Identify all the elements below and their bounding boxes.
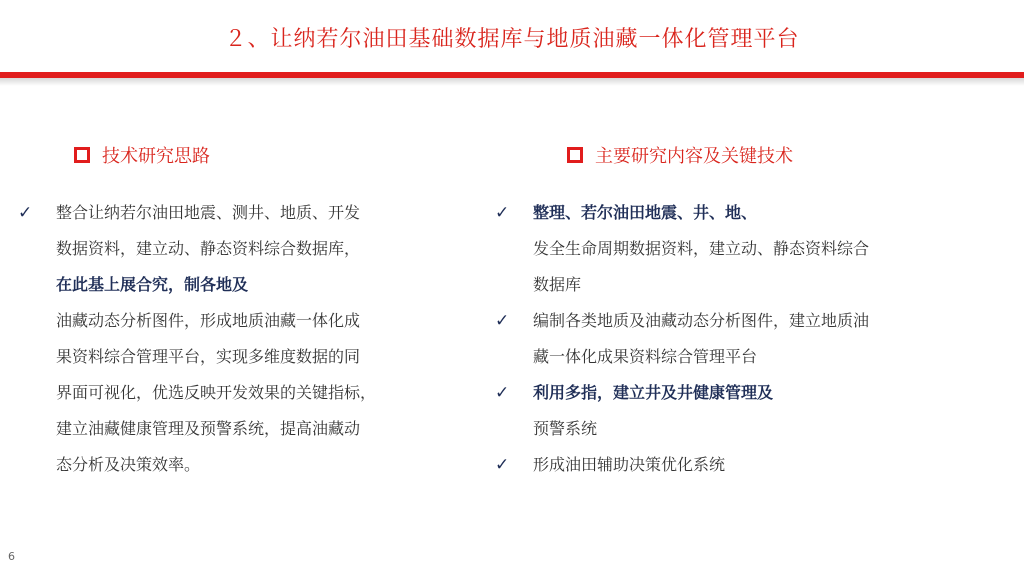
right-heading-text: 主要研究内容及关键技术: [595, 146, 793, 167]
text-line: [533, 235, 869, 271]
left-content-column: [18, 199, 377, 487]
line-text: 形成油田辅助决策优化系统: [533, 455, 726, 474]
text-line: [56, 415, 376, 451]
text-line: [56, 451, 376, 487]
checkmark-icon: ✓: [495, 455, 510, 475]
right-section-heading: [567, 142, 793, 168]
line-text: 整理、若尔油田地震、井、地、: [533, 203, 758, 222]
checkmark-icon: ✓: [18, 203, 33, 223]
checkmark-icon: ✓: [495, 383, 510, 403]
text-line: [495, 379, 869, 415]
checkmark-icon: ✓: [495, 311, 510, 331]
line-text: 果资料综合管理平台，实现多维度数据的同: [56, 347, 361, 366]
text-line: [56, 343, 376, 379]
text-line: [533, 271, 869, 307]
line-text: 数据资料，建立动、静态资料综合数据库，: [56, 239, 361, 258]
checkmark-icon: ✓: [495, 203, 510, 223]
page-title: ２、让纳若尔油田基础数据库与地质油藏一体化管理平台: [224, 27, 800, 52]
text-line: [56, 235, 376, 271]
text-line: [495, 307, 870, 343]
line-text: 预警系统: [533, 419, 598, 438]
page-number: 6: [8, 550, 15, 563]
line-text: 编制各类地质及油藏动态分析图件，建立地质油: [533, 311, 870, 330]
line-text: 利用多指，建立井及井健康管理及: [533, 383, 774, 402]
text-line: [495, 199, 869, 235]
line-text: 整合让纳若尔油田地震、测井、地质、开发: [56, 203, 361, 222]
text-line: [56, 379, 376, 415]
line-text: 在此基上展合究，制各地及: [56, 275, 249, 294]
line-text: 数据库: [533, 275, 582, 294]
line-text: 界面可视化，优选反映开发效果的关键指标，: [56, 383, 377, 402]
line-text: 态分析及决策效率。: [56, 455, 201, 474]
square-bullet-icon: [567, 147, 583, 163]
text-line: [56, 307, 376, 343]
square-bullet-icon: [74, 147, 90, 163]
line-text: 藏一体化成果资料综合管理平台: [533, 347, 758, 366]
left-heading-text: 技术研究思路: [102, 146, 210, 167]
text-line: [56, 271, 376, 307]
line-text: 油藏动态分析图件，形成地质油藏一体化成: [56, 311, 361, 330]
left-section-heading: [74, 142, 210, 168]
line-text: 建立油藏健康管理及预警系统，提高油藏动: [56, 419, 361, 438]
divider-shadow: [0, 78, 1024, 86]
text-line: [533, 343, 869, 379]
right-content-column: [495, 199, 870, 487]
text-line: [533, 415, 869, 451]
text-line: [18, 199, 376, 235]
text-line: [495, 451, 869, 487]
line-text: 发全生命周期数据资料，建立动、静态资料综合: [533, 239, 870, 258]
